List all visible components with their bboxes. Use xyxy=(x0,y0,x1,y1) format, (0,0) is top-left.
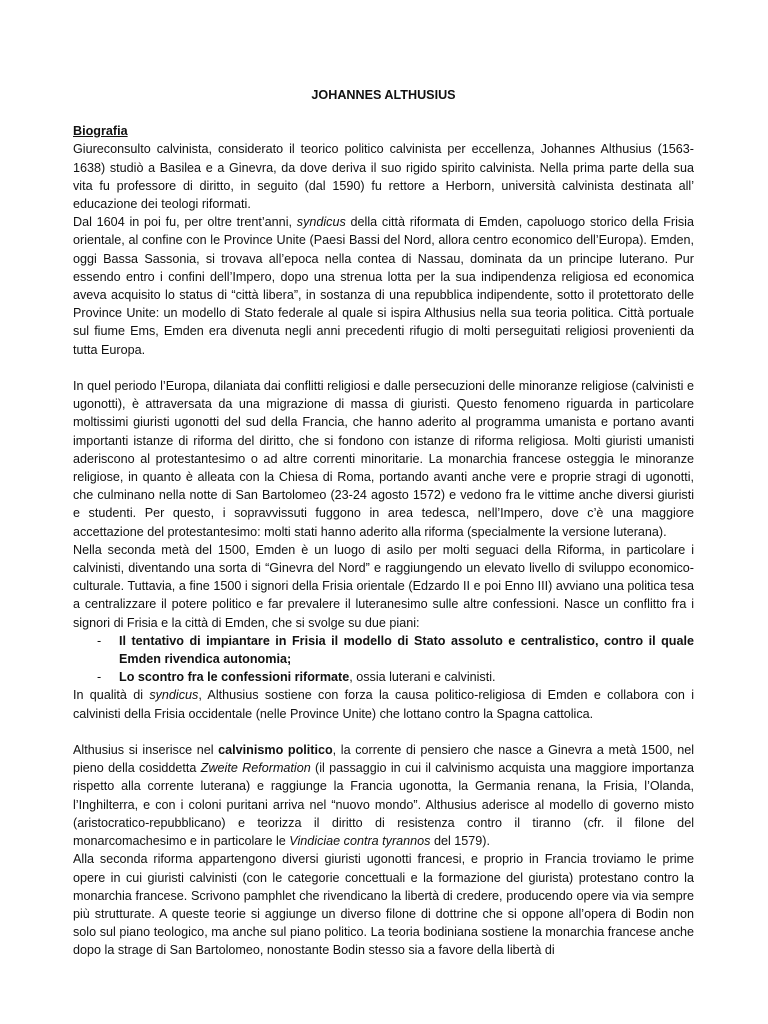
paragraph-emden-asylum xyxy=(73,541,694,632)
paragraph-europe-migration xyxy=(73,377,694,541)
list-item-text: , contro il quale Emden rivendica autonomia; xyxy=(119,633,694,667)
document-title: JOHANNES ALTHUSIUS xyxy=(311,88,456,102)
paragraph-second-reformation xyxy=(73,850,694,959)
paragraph-syndicus xyxy=(73,686,694,722)
paragraph-spacer xyxy=(73,359,694,377)
list-item-bold: Lo scontro fra le confessioni riformate xyxy=(119,670,350,685)
conflict-list xyxy=(73,632,694,687)
paragraph-text: , la corrente di pensiero che nasce a Ginevra a metà 1500, nel pieno della cosiddetta xyxy=(73,743,695,776)
list-item-text: , ossia luterani e calvinisti. xyxy=(349,670,496,685)
paragraph-text: Nella seconda metà del 1500, Emden è un luogo di asilo per molti seguaci della Riforma, in particolare i calvinisti, diventando una sorta di “Ginevra del Nord” e raggiungendo un elevato livello di sviluppo economico-culturale. Tuttavia, a fine 1500 i signori della Frisia orientale (Edzardo II e poi Enno III) avviano una politica tesa a centralizzare il potere politico e far prevalere il luteranesimo sulle altre confessioni. Nasce un conflitto fra i signori di Frisia e la città di Emden, che si svolge su due piani: xyxy=(73,542,694,630)
bold-term: calvinismo politico xyxy=(218,743,333,758)
paragraph-spacer xyxy=(73,723,694,741)
list-item xyxy=(97,632,694,668)
paragraph-text: , Althusius sostiene con forza la causa politico-religiosa di Emden e collabora con i calvinisti della Frisia occidentale (nelle Province Unite) che lottano contro la Spagna cattolica. xyxy=(73,688,694,721)
list-item xyxy=(97,668,694,686)
paragraph-text: della città riformata di Emden, capoluogo storico della Frisia orientale, al confine con le Province Unite (Paesi Bassi del Nord, allora centro economico dell’Europa). Emden, oggi Bassa Sassonia, si trovava all’epoca nella contea di Nassau, dominata da un principe luterano. Pur essendo entro i confini dell’Impero, dopo una strenua lotta per la sua indipendenza religiosa ed economica aveva acquisito lo status di “città libera”, in sostanza di una repubblica indipendente, sotto il protettorato delle Province Unite: un modello di Stato federale al quale si ispira Althusius nella sua teoria politica. Città portuale sul fiume Ems, Emden era divenuta negli anni precedenti rifugio di molti perseguitati religiosi provenienti da tutta Europa. xyxy=(73,215,694,357)
paragraph-text: (il passaggio in cui il calvinismo acquista una maggiore importanza rispetto alla corrente luterana) e raggiunge la Francia ugonotta, la Germania renana, la Frisia, l’Olanda, l’Inghilterra, e con i coloni puritani arriva nel “nuovo mondo”. Althusius aderisce al modello di governo misto (aristocratico-repubblicano) e teorizza il diritto di resistenza contro il tiranno (cfr. il filone del monarcomachesimo e in particolare le xyxy=(73,761,694,849)
paragraph-political-calvinism xyxy=(73,741,694,850)
paragraph-text: del 1579). xyxy=(430,834,490,849)
italic-term: Zweite Reformation xyxy=(200,761,311,776)
dash-bullet: - xyxy=(97,633,102,648)
paragraph-text: Alla seconda riforma appartengono diversi giuristi ugonotti francesi, e proprio in Francia troviamo le prime opere in cui giuristi calvinisti (con le categorie concettuali e la formazione del giurista) protestano contro la monarchia francese. Scrivono pamphlet che rivendicano la libertà di credere, producendo opere via via sempre più strutturate. A queste teorie si aggiunge un diverso filone di dottrine che si oppone all’opera di Bodin non solo sul piano teologico, ma anche sul piano politico. La teoria bodiniana sostiene la monarchia francese anche dopo la strage di San Bartolomeo, nonostante Bodin stesso sia a favore della libertà di xyxy=(73,852,694,958)
paragraph-text: Dal 1604 in poi fu, per oltre trent’anni, xyxy=(73,215,297,230)
paragraph-text: In qualità di xyxy=(73,688,150,703)
paragraph-text: Althusius si inserisce nel xyxy=(73,743,219,758)
italic-term: syndicus xyxy=(296,215,346,230)
paragraph-intro xyxy=(73,140,694,213)
section-heading-biografia: Biografia xyxy=(73,124,128,139)
list-item-bold: Il tentativo di impiantare in Frisia il modello di Stato assoluto e centralistico xyxy=(119,633,595,648)
paragraph-text: In quel periodo l’Europa, dilaniata dai conflitti religiosi e dalle persecuzioni delle minoranze religiose (calvinisti e ugonotti), è attraversata da una migrazione di massa di giuristi. Questo fenomeno riguarda in particolare moltissimi giuristi ugonotti del sud della Francia, che hanno aderito al programma umanista e portano avanti importanti istanze di riforma del diritto, che si fondono con istanze di riforma religiosa. Molti giuristi umanisti aderiscono al protestantesimo o ad altre correnti minoritarie. La monarchia francese osteggia le minoranze religiose, in quanto è alleata con la Chiesa di Roma, portando avanti anche vere e proprie stragi di ugonotti, che culminano nella notte di San Bartolomeo (23-24 agosto 1572) e vedono fra le vittime anche diversi giuristi e studenti. Per questo, i sopravvissuti fuggono in area tedesca, nell’Impero, dove c’è una maggiore accettazione del protestantesimo: molti stati hanno aderito alla riforma (specialmente la versione luterana). xyxy=(73,379,694,539)
dash-bullet: - xyxy=(97,670,102,685)
italic-term: Vindiciae contra tyrannos xyxy=(289,834,431,849)
italic-term: syndicus xyxy=(149,688,199,703)
document-page xyxy=(73,86,694,960)
paragraph-text: Giureconsulto calvinista, considerato il teorico politico calvinista per eccellenza, Johannes Althusius (1563-1638) studiò a Basilea e a Ginevra, da dove deriva il suo rigido spirito calvinista. Nella prima parte della sua vita fu professore di diritto, in seguito (dal 1590) fu rettore a Herborn, università calvinista destinata all’ educazione dei teologi riformati. xyxy=(73,142,694,212)
paragraph-emden xyxy=(73,213,694,359)
